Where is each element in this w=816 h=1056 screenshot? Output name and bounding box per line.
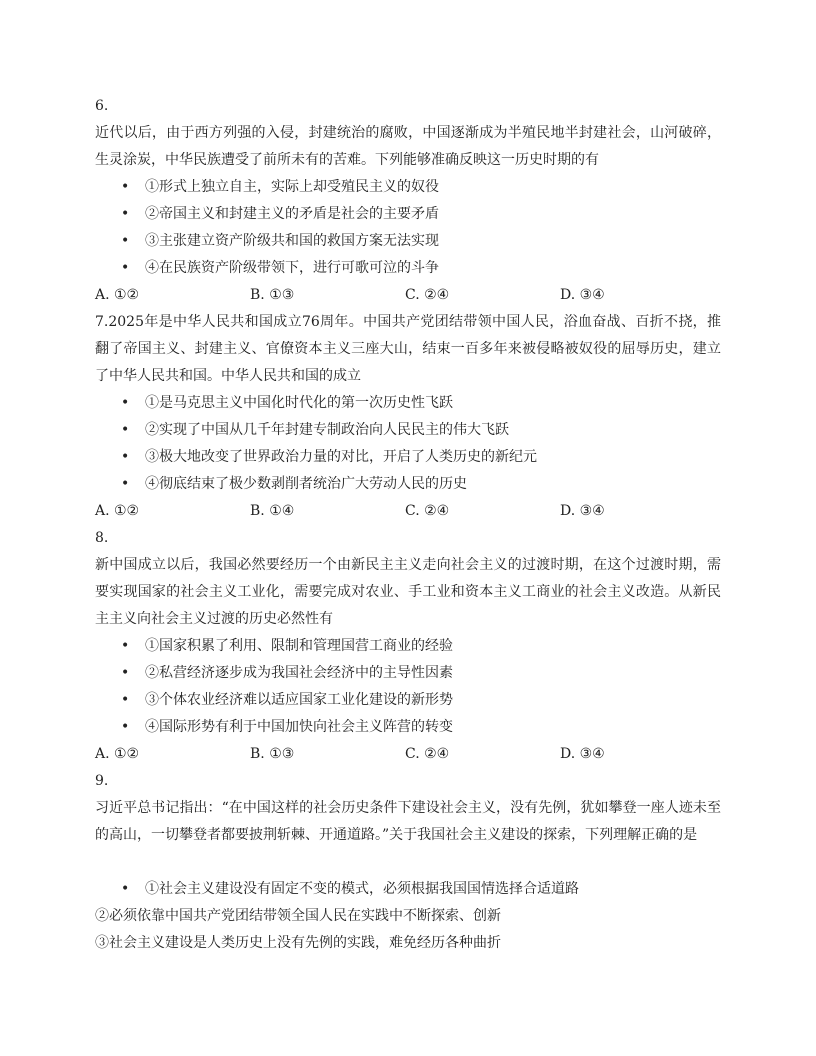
- option-line: ③社会主义建设是人类历史上没有先例的实践，难免经历各种曲折: [95, 935, 501, 951]
- bullet-icon: •: [121, 179, 130, 195]
- option-item: • ①形式上独立自主，实际上却受殖民主义的奴役: [95, 174, 721, 201]
- question-stem: 新中国成立以后，我国必然要经历一个由新民主主义走向社会主义的过渡时期，在这个过渡时期，需要实现国家的社会主义工业化，需要完成对农业、手工业和资本主义工商业的社会主义改造。从新民主主义向社会主义过渡的历史必然性有: [95, 557, 721, 627]
- option-item: • ④国际形势有利于中国加快向社会主义阵营的转变: [95, 714, 721, 741]
- bullet-icon: •: [121, 881, 130, 897]
- choice-c: C. ②④: [405, 287, 450, 303]
- option-item: • ④彻底结束了极少数剥削者统治广大劳动人民的历史: [95, 471, 721, 498]
- bullet-icon: •: [121, 260, 130, 276]
- answer-choices: [95, 741, 721, 768]
- option-item: • ④在民族资产阶级带领下，进行可歌可泣的斗争: [95, 255, 721, 282]
- answer-choices: [95, 282, 721, 309]
- option-item: • ②帝国主义和封建主义的矛盾是社会的主要矛盾: [95, 201, 721, 228]
- option-item: • ③个体农业经济难以适应国家工业化建设的新形势: [95, 687, 721, 714]
- option-item: • ①社会主义建设没有固定不变的模式，必须根据我国国情选择合适道路: [95, 876, 721, 903]
- bullet-icon: •: [121, 692, 130, 708]
- option-line: ②必须依靠中国共产党团结带领全国人民在实践中不断探索、创新: [95, 908, 501, 924]
- bullet-icon: •: [121, 395, 130, 411]
- choice-c: C. ②④: [405, 503, 450, 519]
- option-item: • ②实现了中国从几千年封建专制政治向人民民主的伟大飞跃: [95, 417, 721, 444]
- option-item: • ①是马克思主义中国化时代化的第一次历史性飞跃: [95, 390, 721, 417]
- bullet-icon: •: [121, 449, 130, 465]
- answer-choices: [95, 498, 721, 525]
- choice-b: B. ①③: [250, 746, 295, 762]
- question-number: 8.: [95, 530, 109, 546]
- bullet-icon: •: [121, 206, 130, 222]
- bullet-icon: •: [121, 638, 130, 654]
- question-stem: 7.2025年是中华人民共和国成立76周年。中国共产党团结带领中国人民，浴血奋战、百折不挠，推翻了帝国主义、封建主义、官僚资本主义三座大山，结束一百多年来被侵略被奴役的屈辱历史，建立了中华人民共和国。中华人民共和国的成立: [95, 314, 721, 384]
- choice-a: A. ①②: [95, 287, 140, 303]
- choice-b: B. ①④: [250, 503, 295, 519]
- document-page: [95, 93, 721, 957]
- question-stem: 近代以后，由于西方列强的入侵，封建统治的腐败，中国逐渐成为半殖民地半封建社会，山河破碎，生灵涂炭，中华民族遭受了前所未有的苦难。下列能够准确反映这一历史时期的有: [95, 125, 721, 168]
- bullet-icon: •: [121, 233, 130, 249]
- question-stem: 习近平总书记指出：“在中国这样的社会历史条件下建设社会主义，没有先例，犹如攀登一座人迹未至的高山，一切攀登者都要披荆斩棘、开通道路。”关于我国社会主义建设的探索，下列理解正确的是: [95, 800, 721, 843]
- choice-b: B. ①③: [250, 287, 295, 303]
- choice-d: D. ③④: [560, 287, 605, 303]
- option-item: • ③主张建立资产阶级共和国的救国方案无法实现: [95, 228, 721, 255]
- bullet-icon: •: [121, 422, 130, 438]
- choice-a: A. ①②: [95, 503, 140, 519]
- option-item: • ②私营经济逐步成为我国社会经济中的主导性因素: [95, 660, 721, 687]
- bullet-icon: •: [121, 719, 130, 735]
- option-item: • ③极大地改变了世界政治力量的对比，开启了人类历史的新纪元: [95, 444, 721, 471]
- choice-c: C. ②④: [405, 746, 450, 762]
- question-number: 6.: [95, 98, 109, 114]
- option-item: • ①国家积累了利用、限制和管理国营工商业的经验: [95, 633, 721, 660]
- question-number: 9.: [95, 773, 109, 789]
- choice-a: A. ①②: [95, 746, 140, 762]
- choice-d: D. ③④: [560, 503, 605, 519]
- choice-d: D. ③④: [560, 746, 605, 762]
- bullet-icon: •: [121, 665, 130, 681]
- bullet-icon: •: [121, 476, 130, 492]
